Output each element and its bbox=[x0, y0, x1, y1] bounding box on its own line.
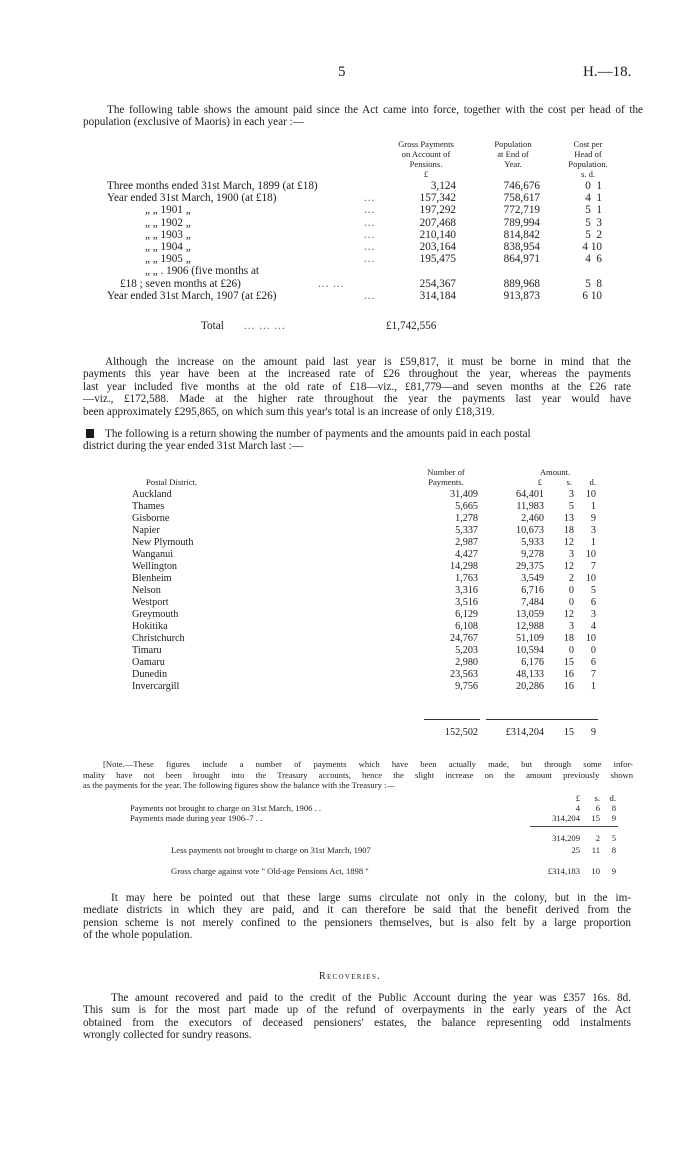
note-gross-pence: 9 bbox=[611, 866, 616, 876]
note-subtotal-shillings: 2 bbox=[595, 833, 600, 843]
note-item-shillings: 6 bbox=[595, 803, 600, 813]
table2-payments-rule bbox=[424, 719, 480, 720]
table-row-leader: ... bbox=[364, 241, 376, 253]
table1-total-dots: ... ... ... bbox=[244, 320, 286, 332]
text-line: —viz., £172,588. Made at the higher rate throughout the year the payments last year would have bbox=[83, 393, 631, 406]
gross-payments-cell: 314,184 bbox=[419, 289, 456, 302]
amount-shilling-unit: s. bbox=[566, 477, 572, 487]
amount-pound-unit: £ bbox=[537, 477, 542, 487]
table-row-leader: ... bbox=[364, 204, 376, 217]
payments-cell: 2,980 bbox=[455, 657, 478, 668]
amount-shillings-cell: 2 bbox=[568, 573, 574, 584]
population-cell: 838,954 bbox=[503, 241, 540, 253]
text-line: last year included five months at the old rate of £18—viz., £81,779—and seven months at the £26 rate bbox=[83, 380, 631, 393]
note-less-pence: 8 bbox=[611, 845, 616, 855]
amount-shillings-cell: 18 bbox=[563, 633, 574, 644]
table1-total-label: Total bbox=[201, 320, 224, 332]
amount-shillings-cell: 12 bbox=[563, 537, 574, 548]
payments-cell: 3,516 bbox=[455, 597, 478, 608]
amount-pounds-cell: 12,988 bbox=[515, 621, 544, 632]
cost-per-head-cell: 5 3 bbox=[585, 216, 602, 229]
table-row-leader: ... bbox=[364, 216, 376, 229]
table-row-leader: ... bbox=[364, 289, 376, 302]
table-row-label: Year ended 31st March, 1907 (at £26) bbox=[107, 289, 277, 302]
note-item-pounds: 314,204 bbox=[552, 813, 580, 823]
district-name: Nelson bbox=[132, 585, 161, 596]
amount-pence-cell: 10 bbox=[585, 633, 596, 644]
note-line: mality have not been brought into the Treasury accounts, hence the slight increase on the amount previously shown bbox=[83, 769, 633, 780]
amount-shillings-cell: 5 bbox=[568, 501, 574, 512]
payments-cell: 23,563 bbox=[449, 669, 478, 680]
population-cell: 772,719 bbox=[503, 204, 540, 217]
payments-cell: 24,767 bbox=[449, 633, 478, 644]
amount-pounds-cell: 10,673 bbox=[515, 525, 544, 536]
note-item-pence: 9 bbox=[611, 813, 616, 823]
amount-header: Amount. bbox=[539, 467, 571, 477]
payments-cell: 31,409 bbox=[449, 489, 478, 500]
population-header: Population at End of Year. bbox=[494, 139, 532, 169]
amount-shillings-cell: 0 bbox=[568, 585, 574, 596]
gross-payments-cell: 197,292 bbox=[419, 204, 456, 217]
note-gross-pounds: £314,183 bbox=[547, 866, 580, 876]
district-name: Wanganui bbox=[132, 549, 174, 560]
payments-cell: 5,337 bbox=[455, 525, 478, 536]
cost-per-head-header: Cost per Head of Population. s. d. bbox=[568, 139, 608, 179]
amount-pounds-cell: 64,401 bbox=[515, 489, 544, 500]
amount-pence-cell: 6 bbox=[590, 597, 596, 608]
table1-total-value: £1,742,556 bbox=[386, 320, 437, 332]
payments-cell: 4,427 bbox=[455, 549, 478, 560]
text-line: The following is a return showing the number of payments and the amounts paid in each postal bbox=[105, 428, 531, 440]
district-name: Thames bbox=[132, 501, 165, 512]
note-unit-shillings: s. bbox=[594, 793, 600, 803]
table-row-label: „ „ 1904 „ bbox=[145, 241, 191, 253]
note-line: as the payments for the year. The following figures show the balance with the Treasury :— bbox=[83, 780, 396, 790]
amount-pence-cell: 10 bbox=[585, 573, 596, 584]
gross-payments-cell: 254,367 bbox=[419, 277, 456, 290]
cost-per-head-cell: 5 2 bbox=[585, 228, 602, 241]
text-line: payments this year have been at the increased rate of £26 throughout the year, whereas the payments bbox=[83, 368, 631, 381]
amount-pence-cell: 1 bbox=[590, 681, 596, 692]
payments-cell: 5,203 bbox=[455, 645, 478, 656]
gross-payments-cell: 207,468 bbox=[419, 216, 456, 229]
cost-per-head-cell: 6 10 bbox=[582, 289, 602, 302]
cost-per-head-cell: 4 1 bbox=[585, 192, 602, 205]
amount-pounds-cell: 2,460 bbox=[521, 513, 544, 524]
text-line: pension scheme is not merely confined to the pensioners themselves, but is also felt by a large proportion bbox=[83, 916, 631, 929]
payments-cell: 1,763 bbox=[455, 573, 478, 584]
text-line: Although the increase on the amount paid last year is £59,817, it must be borne in mind that the bbox=[105, 356, 631, 368]
note-subtotal-rule bbox=[530, 826, 618, 827]
amount-pounds-cell: 9,278 bbox=[521, 549, 544, 560]
intro-paragraph: The following table shows the amount paid since the Act came into force, together with the cost per head of the population (exclusive of Maoris) in each year :— bbox=[83, 104, 643, 129]
table-row-leader: ... ... bbox=[318, 277, 345, 290]
amount-shillings-cell: 3 bbox=[568, 549, 574, 560]
district-name: New Plymouth bbox=[132, 537, 194, 548]
population-cell: 758,617 bbox=[503, 192, 540, 205]
gross-payments-cell: 210,140 bbox=[419, 228, 456, 241]
amount-shillings-cell: 16 bbox=[563, 669, 574, 680]
note-subtotal-pence: 5 bbox=[611, 833, 616, 843]
note-item-shillings: 15 bbox=[591, 813, 600, 823]
district-name: Invercargill bbox=[132, 681, 180, 692]
amount-pence-cell: 7 bbox=[590, 561, 596, 572]
amount-pounds-cell: 13,059 bbox=[515, 609, 544, 620]
note-item-label: Payments not brought to charge on 31st March, 1906 . . bbox=[130, 803, 322, 813]
population-cell: 814,842 bbox=[503, 228, 540, 241]
note-less-label: Less payments not brought to charge on 31st March, 1907 bbox=[171, 845, 371, 855]
district-name: Blenheim bbox=[132, 573, 172, 584]
note-line: [Note.—These figures include a number of payments which have been actually made, but through some infor- bbox=[103, 759, 633, 769]
amount-pounds-cell: 10,594 bbox=[515, 645, 544, 656]
payments-cell: 1,278 bbox=[455, 513, 478, 524]
cost-per-head-cell: 4 6 bbox=[585, 253, 602, 266]
cost-per-head-cell: 5 8 bbox=[585, 277, 602, 290]
amount-pounds-cell: 48,133 bbox=[515, 669, 544, 680]
postal-district-header: Postal District. bbox=[146, 477, 198, 487]
text-line: of the whole population. bbox=[83, 929, 193, 942]
district-name: Napier bbox=[132, 525, 160, 536]
table-row-label: „ „ 1905 „ bbox=[145, 253, 191, 266]
district-name: Gisborne bbox=[132, 513, 170, 524]
cost-per-head-cell: 0 1 bbox=[585, 180, 602, 192]
note-gross-shillings: 10 bbox=[591, 866, 600, 876]
payments-cell: 14,298 bbox=[449, 561, 478, 572]
district-name: Greymouth bbox=[132, 609, 179, 620]
table-row-label: £18 ; seven months at £26) bbox=[120, 277, 241, 290]
document-reference: H.—18. bbox=[583, 64, 632, 80]
amount-pounds-cell: 6,176 bbox=[521, 657, 544, 668]
table-row-label: „ „ 1901 „ bbox=[145, 204, 191, 217]
district-name: Wellington bbox=[132, 561, 178, 572]
population-cell: 913,873 bbox=[503, 289, 540, 302]
table-row-leader: ... bbox=[364, 253, 376, 266]
text-line: been approximately £295,865, on which sum this year's total is an increase of only £18,319. bbox=[83, 405, 495, 418]
note-less-shillings: 11 bbox=[591, 845, 600, 855]
note-gross-label: Gross charge against vote " Old-age Pensions Act, 1898 " bbox=[171, 866, 369, 876]
table2-total-pence: 9 bbox=[590, 727, 596, 738]
amount-pounds-cell: 20,286 bbox=[515, 681, 544, 692]
table2-total-payments: 152,502 bbox=[444, 727, 478, 738]
bullet-mark bbox=[86, 429, 94, 438]
gross-payments-cell: 157,342 bbox=[419, 192, 456, 205]
text-line: district during the year ended 31st March last :— bbox=[83, 440, 303, 453]
note-unit-pence: d. bbox=[609, 793, 616, 803]
amount-shillings-cell: 3 bbox=[568, 621, 574, 632]
population-cell: 789,994 bbox=[503, 216, 540, 229]
district-name: Oamaru bbox=[132, 657, 165, 668]
payments-cell: 9,756 bbox=[455, 681, 478, 692]
amount-pounds-cell: 5,933 bbox=[521, 537, 544, 548]
table2-total-pounds: £314,204 bbox=[505, 727, 544, 738]
amount-pence-cell: 4 bbox=[590, 621, 596, 632]
amount-pounds-cell: 6,716 bbox=[521, 585, 544, 596]
district-name: Auckland bbox=[132, 489, 172, 500]
table-row-label: Three months ended 31st March, 1899 (at £18) bbox=[107, 180, 318, 192]
amount-shillings-cell: 0 bbox=[568, 645, 574, 656]
amount-shillings-cell: 0 bbox=[568, 597, 574, 608]
text-line: The amount recovered and paid to the credit of the Public Account during the year was £357 16s. 8d. bbox=[111, 992, 631, 1004]
table-row-label: Year ended 31st March, 1900 (at £18) bbox=[107, 192, 277, 205]
text-line: It may here be pointed out that these large sums circulate not only in the colony, but in the im- bbox=[111, 892, 631, 904]
gross-payments-cell: 3,124 bbox=[430, 180, 456, 192]
text-line: mediate districts in which they are paid, and it can therefore be said that the benefit derived from the bbox=[83, 904, 631, 917]
number-of-payments-header: Number of Payments. bbox=[427, 467, 465, 487]
amount-pounds-cell: 3,549 bbox=[521, 573, 544, 584]
amount-pounds-cell: 51,109 bbox=[515, 633, 544, 644]
text-line: wrongly collected for sundry reasons. bbox=[83, 1029, 252, 1042]
amount-pence-cell: 9 bbox=[590, 513, 596, 524]
population-cell: 889,968 bbox=[503, 277, 540, 290]
table2-amount-rule bbox=[486, 719, 598, 720]
amount-pence-cell: 7 bbox=[590, 669, 596, 680]
table2-total-shillings: 15 bbox=[563, 727, 574, 738]
table-row-leader: ... bbox=[364, 192, 376, 205]
amount-pounds-cell: 29,375 bbox=[515, 561, 544, 572]
amount-pounds-cell: 11,983 bbox=[516, 501, 544, 512]
payments-cell: 6,108 bbox=[455, 621, 478, 632]
amount-pence-cell: 0 bbox=[590, 645, 596, 656]
note-item-pence: 8 bbox=[611, 803, 616, 813]
district-name: Westport bbox=[132, 597, 169, 608]
recoveries-heading: Recoveries. bbox=[319, 971, 381, 982]
amount-pence-cell: 6 bbox=[590, 657, 596, 668]
district-name: Dunedin bbox=[132, 669, 168, 680]
gross-payments-header: Gross Payments on Account of Pensions. £ bbox=[398, 139, 454, 179]
amount-pence-cell: 10 bbox=[585, 549, 596, 560]
text-line: This sum is for the most part made up of the refund of overpayments in the early years of the Act bbox=[83, 1004, 631, 1017]
note-unit-pounds: £ bbox=[575, 793, 580, 803]
table-row-label: „ „ . 1906 (five months at bbox=[145, 265, 260, 278]
amount-shillings-cell: 16 bbox=[563, 681, 574, 692]
table-row-label: „ „ 1903 „ bbox=[145, 228, 191, 241]
cost-per-head-cell: 5 1 bbox=[585, 204, 602, 217]
population-cell: 864,971 bbox=[503, 253, 540, 266]
amount-shillings-cell: 12 bbox=[563, 609, 574, 620]
table-row-label: „ „ 1902 „ bbox=[145, 216, 191, 229]
note-item-pounds: 4 bbox=[575, 803, 580, 813]
amount-pence-cell: 1 bbox=[590, 501, 596, 512]
amount-pence-unit: d. bbox=[589, 477, 596, 487]
payments-cell: 6,129 bbox=[455, 609, 478, 620]
page-number: 5 bbox=[338, 64, 346, 80]
text-line: obtained from the executors of deceased pensioners' estates, the balance representing odd instalments bbox=[83, 1016, 631, 1029]
note-subtotal-pounds: 314,209 bbox=[552, 833, 580, 843]
payments-cell: 2,987 bbox=[455, 537, 478, 548]
amount-pounds-cell: 7,484 bbox=[521, 597, 544, 608]
cost-per-head-cell: 4 10 bbox=[582, 241, 602, 253]
amount-pence-cell: 10 bbox=[585, 489, 596, 500]
amount-shillings-cell: 15 bbox=[563, 657, 574, 668]
note-less-pounds: 25 bbox=[571, 845, 580, 855]
gross-payments-cell: 195,475 bbox=[419, 253, 456, 266]
amount-shillings-cell: 18 bbox=[563, 525, 574, 536]
amount-shillings-cell: 12 bbox=[563, 561, 574, 572]
table-row-leader: ... bbox=[364, 228, 376, 241]
amount-shillings-cell: 13 bbox=[563, 513, 574, 524]
district-name: Timaru bbox=[132, 645, 162, 656]
population-cell: 746,676 bbox=[503, 180, 540, 192]
amount-pence-cell: 3 bbox=[590, 525, 596, 536]
amount-pence-cell: 1 bbox=[590, 537, 596, 548]
gross-payments-cell: 203,164 bbox=[419, 241, 456, 253]
note-item-label: Payments made during year 1906–7 . . bbox=[130, 813, 263, 823]
district-name: Hokitika bbox=[132, 621, 168, 632]
district-name: Christchurch bbox=[132, 633, 185, 644]
amount-pence-cell: 5 bbox=[590, 585, 596, 596]
amount-pence-cell: 3 bbox=[590, 609, 596, 620]
payments-cell: 3,316 bbox=[455, 585, 478, 596]
amount-shillings-cell: 3 bbox=[568, 489, 574, 500]
payments-cell: 5,665 bbox=[455, 501, 478, 512]
